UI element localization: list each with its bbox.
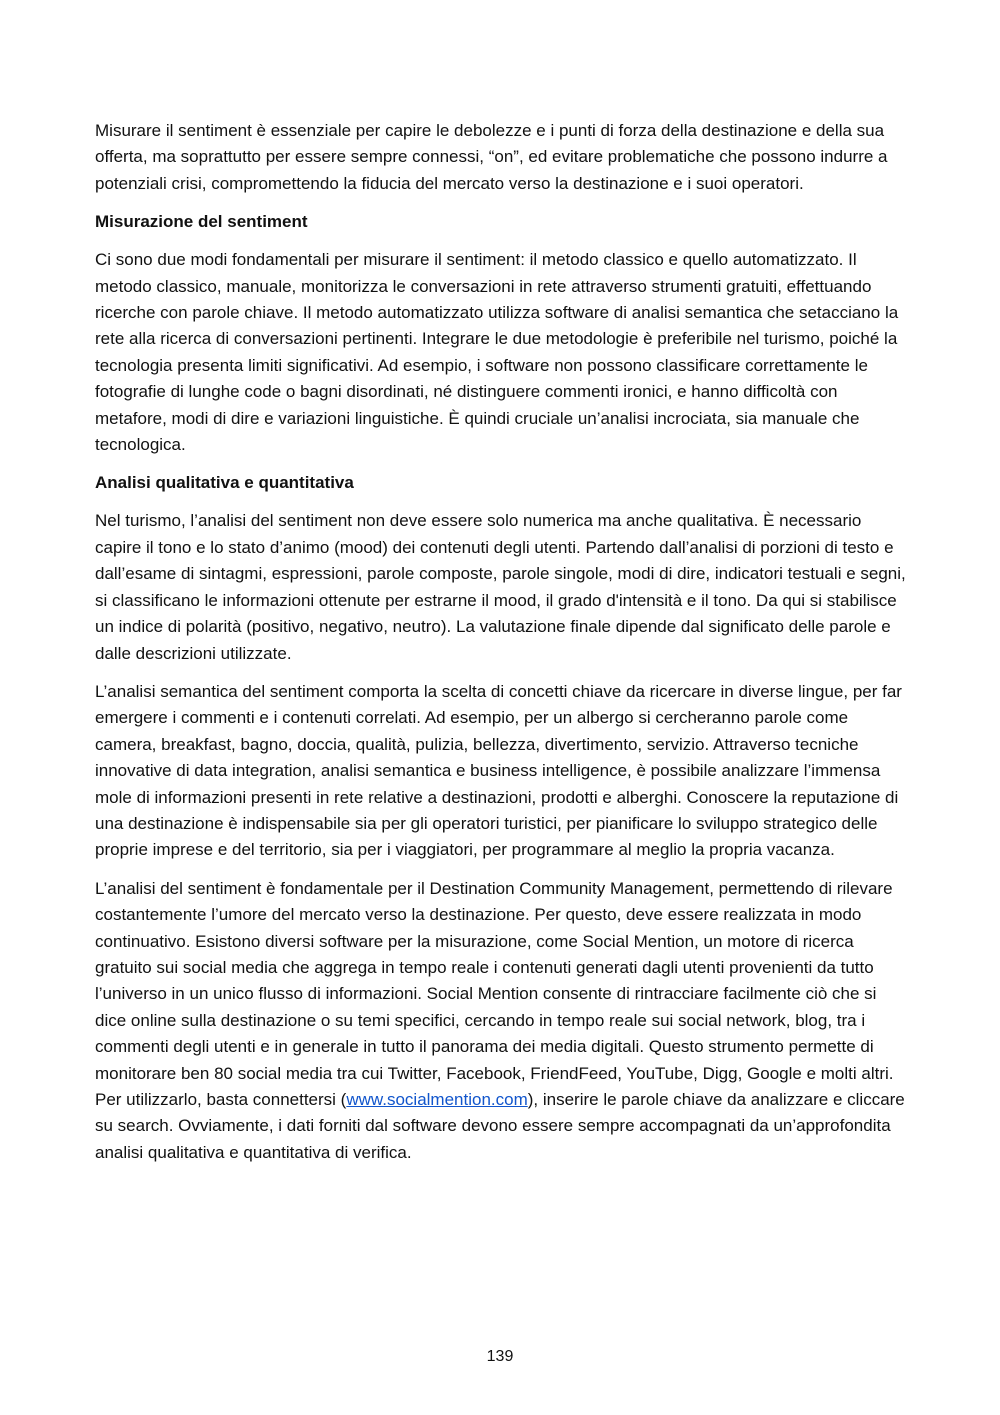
semantic-paragraph: L’analisi semantica del sentiment comporta la scelta di concetti chiave da ricercare in diverse lingue, per far emergere i commenti e i contenuti correlati. Ad esempio, per un albergo si cercheranno parole come camera, breakfast, bagno, doccia, qualità, pulizia, bellezza, divertimento, servizio. Attraverso tecniche innovative di data integration, analisi semantica e business intelligence, è possibile analizzare l’immensa mole di informazioni presenti in rete relative a destinazioni, prodotti e alberghi. Conoscere la reputazione di una destinazione è indispensabile sia per gli operatori turistici, per pianificare lo sviluppo strategico delle proprie imprese e del territorio, sia per i viaggiatori, per programmare al meglio la propria vacanza. — [95, 681, 902, 860]
section-heading-misurazione: Misurazione del sentiment — [95, 212, 308, 232]
social-mention-paragraph — [95, 876, 910, 1166]
intro-paragraph: Misurare il sentiment è essenziale per capire le debolezze e i punti di forza della destinazione e della sua offerta, ma soprattutto per essere sempre connessi, “on”, ed evitare problematiche che possono indurre a potenziali crisi, compromettendo la fiducia del mercato verso la destinazione e i suoi operatori. — [95, 121, 888, 193]
socialmention-link[interactable]: www.socialmention.com — [346, 1090, 528, 1109]
section-heading-analisi: Analisi qualitativa e quantitativa — [95, 473, 354, 493]
page-number: 139 — [486, 1348, 514, 1365]
methods-paragraph: Ci sono due modi fondamentali per misurare il sentiment: il metodo classico e quello automatizzato. Il metodo classico, manuale, monitorizza le conversazioni in rete attraverso strumenti gratuiti, effettuando ricerche con parole chiave. Il metodo automatizzato utilizza software di analisi semantica che setacciano la rete alla ricerca di conversazioni pertinenti. Integrare le due metodologie è preferibile nel turismo, poiché la tecnologia presenta limiti significativi. Ad esempio, i software non possono classificare correttamente le fotografie di lunghe code o bagni disordinati, né distinguere commenti ironici, e hanno difficoltà con metafore, modi di dire e variazioni linguistiche. È quindi cruciale un’analisi incrociata, sia manuale che tecnologica. — [95, 250, 899, 455]
social-mention-text-before: L’analisi del sentiment è fondamentale per il Destination Community Management, permettendo di rilevare costantemente l’umore del mercato verso la destinazione. Per questo, deve essere realizzata in modo continuativo. Esistono diversi software per la misurazione, come Social Mention, un motore di ricerca gratuito sui social media che aggrega in tempo reale i contenuti generati dagli utenti provenienti da tutto l’universo in un unico flusso di informazioni. Social Mention consente di rintracciare facilmente ciò che si dice online sulla destinazione o su temi specifici, cercando in tempo reale sui social network, blog, tra i commenti degli utenti e in generale in tutto il panorama dei media digitali. Questo strumento permette di monitorare ben 80 social media tra cui Twitter, Facebook, FriendFeed, YouTube, Digg, Google e molti altri. Per utilizzarlo, basta connettersi ( — [95, 878, 894, 1109]
qualitative-paragraph: Nel turismo, l’analisi del sentiment non deve essere solo numerica ma anche qualitativa. È necessario capire il tono e lo stato d’animo (mood) dei contenuti degli utenti. Partendo dall’analisi di porzioni di testo e dall’esame di sintagmi, espressioni, parole composte, parole singole, modi di dire, indicatori testuali e segni, si classificano le informazioni ottenute per estrarne il mood, il grado d'intensità e il tono. Da qui si stabilisce un indice di polarità (positivo, negativo, neutro). La valutazione finale dipende dal significato delle parole e dalle descrizioni utilizzate. — [95, 511, 906, 663]
document-body — [95, 118, 910, 1178]
social-mention-text-after: ), inserire le parole chiave da analizzare e cliccare su search. Ovviamente, i dati forniti dal software devono essere sempre accompagnati da un’approfondita analisi qualitativa e quantitativa di verifica. — [95, 1090, 905, 1162]
